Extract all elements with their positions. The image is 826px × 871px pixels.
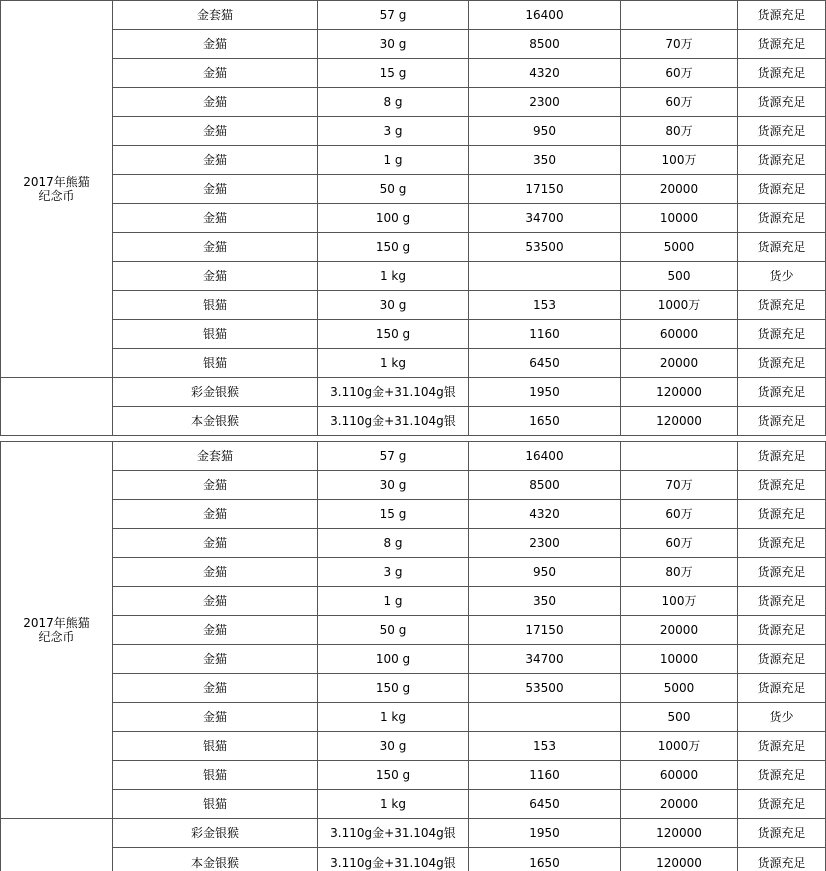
weight-cell: 30 g (318, 30, 469, 59)
stock-status-cell: 货源充足 (738, 349, 826, 378)
series-label-cell (0, 442, 113, 819)
mintage-cell: 20000 (621, 175, 738, 204)
price-cell: 34700 (469, 204, 621, 233)
price-cell: 6450 (469, 349, 621, 378)
coin-name-cell: 金猫 (113, 262, 318, 291)
coin-name-cell: 金猫 (113, 30, 318, 59)
weight-cell: 1 kg (318, 703, 469, 732)
stock-status-cell: 货源充足 (738, 204, 826, 233)
stock-status-cell: 货源充足 (738, 790, 826, 819)
mintage-cell: 10000 (621, 645, 738, 674)
mintage-cell: 60万 (621, 529, 738, 558)
coin-name-cell: 金套猫 (113, 1, 318, 30)
stock-status-cell: 货少 (738, 703, 826, 732)
coin-name-cell: 金猫 (113, 233, 318, 262)
weight-cell: 1 kg (318, 349, 469, 378)
weight-cell: 3.110g金+31.104g银 (318, 407, 469, 436)
mintage-cell: 5000 (621, 233, 738, 262)
stock-status-cell: 货少 (738, 262, 826, 291)
price-cell: 8500 (469, 471, 621, 500)
stock-status-cell: 货源充足 (738, 442, 826, 471)
price-cell: 350 (469, 146, 621, 175)
price-cell: 16400 (469, 1, 621, 30)
stock-status-cell: 货源充足 (738, 848, 826, 871)
price-cell: 1950 (469, 819, 621, 848)
price-cell: 153 (469, 291, 621, 320)
stock-status-cell: 货源充足 (738, 587, 826, 616)
weight-cell: 150 g (318, 320, 469, 349)
stock-status-cell: 货源充足 (738, 320, 826, 349)
price-cell: 53500 (469, 674, 621, 703)
mintage-cell: 60万 (621, 88, 738, 117)
mintage-cell: 80万 (621, 117, 738, 146)
mintage-cell (621, 1, 738, 30)
weight-cell: 100 g (318, 645, 469, 674)
weight-cell: 8 g (318, 88, 469, 117)
stock-status-cell: 货源充足 (738, 761, 826, 790)
price-cell: 350 (469, 587, 621, 616)
mintage-cell: 20000 (621, 349, 738, 378)
coin-name-cell: 银猫 (113, 761, 318, 790)
coin-name-cell: 金猫 (113, 558, 318, 587)
coin-name-cell: 金猫 (113, 175, 318, 204)
series-label-cell (0, 378, 113, 436)
coin-name-cell: 金猫 (113, 529, 318, 558)
stock-status-cell: 货源充足 (738, 175, 826, 204)
coin-name-cell: 金猫 (113, 471, 318, 500)
stock-status-cell: 货源充足 (738, 378, 826, 407)
coin-name-cell: 彩金银猴 (113, 378, 318, 407)
coin-name-cell: 金猫 (113, 703, 318, 732)
stock-status-cell: 货源充足 (738, 732, 826, 761)
coin-name-cell: 金猫 (113, 204, 318, 233)
weight-cell: 3.110g金+31.104g银 (318, 378, 469, 407)
stock-status-cell: 货源充足 (738, 233, 826, 262)
mintage-cell: 20000 (621, 790, 738, 819)
weight-cell: 1 g (318, 587, 469, 616)
stock-status-cell: 货源充足 (738, 500, 826, 529)
stock-status-cell: 货源充足 (738, 616, 826, 645)
coin-name-cell: 本金银猴 (113, 848, 318, 871)
price-cell: 17150 (469, 616, 621, 645)
weight-cell: 3.110g金+31.104g银 (318, 819, 469, 848)
mintage-cell: 5000 (621, 674, 738, 703)
series-label-line: 2017年熊猫 (23, 616, 90, 630)
stock-status-cell: 货源充足 (738, 146, 826, 175)
coin-name-cell: 彩金银猴 (113, 819, 318, 848)
price-cell: 950 (469, 117, 621, 146)
coin-name-cell: 金套猫 (113, 442, 318, 471)
mintage-cell: 60万 (621, 500, 738, 529)
series-label-cell (0, 819, 113, 871)
price-cell (469, 262, 621, 291)
price-cell: 8500 (469, 30, 621, 59)
price-cell: 153 (469, 732, 621, 761)
mintage-cell: 70万 (621, 471, 738, 500)
weight-cell: 57 g (318, 1, 469, 30)
price-cell: 950 (469, 558, 621, 587)
weight-cell: 30 g (318, 732, 469, 761)
mintage-cell: 100万 (621, 146, 738, 175)
stock-status-cell: 货源充足 (738, 558, 826, 587)
mintage-cell: 120000 (621, 819, 738, 848)
stock-status-cell: 货源充足 (738, 30, 826, 59)
series-label-cell (0, 1, 113, 378)
mintage-cell: 1000万 (621, 291, 738, 320)
mintage-cell: 80万 (621, 558, 738, 587)
weight-cell: 1 kg (318, 790, 469, 819)
series-label-line: 纪念币 (38, 630, 75, 644)
coin-name-cell: 金猫 (113, 616, 318, 645)
price-cell (469, 703, 621, 732)
coin-name-cell: 银猫 (113, 291, 318, 320)
price-cell: 16400 (469, 442, 621, 471)
mintage-cell: 60000 (621, 320, 738, 349)
series-label-line: 2017年熊猫 (23, 175, 90, 189)
coin-name-cell: 银猫 (113, 320, 318, 349)
mintage-cell: 120000 (621, 848, 738, 871)
coin-name-cell: 金猫 (113, 587, 318, 616)
mintage-cell (621, 442, 738, 471)
stock-status-cell: 货源充足 (738, 407, 826, 436)
weight-cell: 50 g (318, 616, 469, 645)
series-label-line: 纪念币 (38, 189, 75, 203)
coin-name-cell: 金猫 (113, 146, 318, 175)
price-cell: 53500 (469, 233, 621, 262)
price-cell: 4320 (469, 59, 621, 88)
coin-name-cell: 金猫 (113, 500, 318, 529)
weight-cell: 50 g (318, 175, 469, 204)
mintage-cell: 10000 (621, 204, 738, 233)
price-cell: 6450 (469, 790, 621, 819)
coin-name-cell: 金猫 (113, 645, 318, 674)
coin-name-cell: 银猫 (113, 349, 318, 378)
stock-status-cell: 货源充足 (738, 291, 826, 320)
coin-name-cell: 金猫 (113, 59, 318, 88)
weight-cell: 150 g (318, 761, 469, 790)
weight-cell: 3.110g金+31.104g银 (318, 848, 469, 871)
stock-status-cell: 货源充足 (738, 819, 826, 848)
price-cell: 1650 (469, 848, 621, 871)
weight-cell: 1 kg (318, 262, 469, 291)
weight-cell: 57 g (318, 442, 469, 471)
mintage-cell: 120000 (621, 378, 738, 407)
stock-status-cell: 货源充足 (738, 88, 826, 117)
coin-name-cell: 银猫 (113, 790, 318, 819)
price-cell: 1650 (469, 407, 621, 436)
weight-cell: 150 g (318, 674, 469, 703)
weight-cell: 15 g (318, 59, 469, 88)
mintage-cell: 120000 (621, 407, 738, 436)
table-section (0, 441, 826, 871)
price-cell: 2300 (469, 88, 621, 117)
mintage-cell: 60万 (621, 59, 738, 88)
stock-status-cell: 货源充足 (738, 59, 826, 88)
coin-name-cell: 金猫 (113, 88, 318, 117)
weight-cell: 100 g (318, 204, 469, 233)
stock-status-cell: 货源充足 (738, 645, 826, 674)
weight-cell: 30 g (318, 291, 469, 320)
price-cell: 1950 (469, 378, 621, 407)
weight-cell: 15 g (318, 500, 469, 529)
stock-status-cell: 货源充足 (738, 117, 826, 146)
weight-cell: 8 g (318, 529, 469, 558)
coin-name-cell: 金猫 (113, 674, 318, 703)
price-cell: 1160 (469, 320, 621, 349)
weight-cell: 3 g (318, 558, 469, 587)
weight-cell: 30 g (318, 471, 469, 500)
stock-status-cell: 货源充足 (738, 1, 826, 30)
mintage-cell: 500 (621, 703, 738, 732)
mintage-cell: 70万 (621, 30, 738, 59)
price-cell: 2300 (469, 529, 621, 558)
weight-cell: 1 g (318, 146, 469, 175)
coin-name-cell: 金猫 (113, 117, 318, 146)
coin-name-cell: 本金银猴 (113, 407, 318, 436)
mintage-cell: 500 (621, 262, 738, 291)
coin-name-cell: 银猫 (113, 732, 318, 761)
mintage-cell: 60000 (621, 761, 738, 790)
mintage-cell: 1000万 (621, 732, 738, 761)
price-cell: 1160 (469, 761, 621, 790)
price-cell: 34700 (469, 645, 621, 674)
stock-status-cell: 货源充足 (738, 529, 826, 558)
price-cell: 4320 (469, 500, 621, 529)
price-cell: 17150 (469, 175, 621, 204)
mintage-cell: 100万 (621, 587, 738, 616)
stock-status-cell: 货源充足 (738, 471, 826, 500)
weight-cell: 150 g (318, 233, 469, 262)
weight-cell: 3 g (318, 117, 469, 146)
stock-status-cell: 货源充足 (738, 674, 826, 703)
mintage-cell: 20000 (621, 616, 738, 645)
